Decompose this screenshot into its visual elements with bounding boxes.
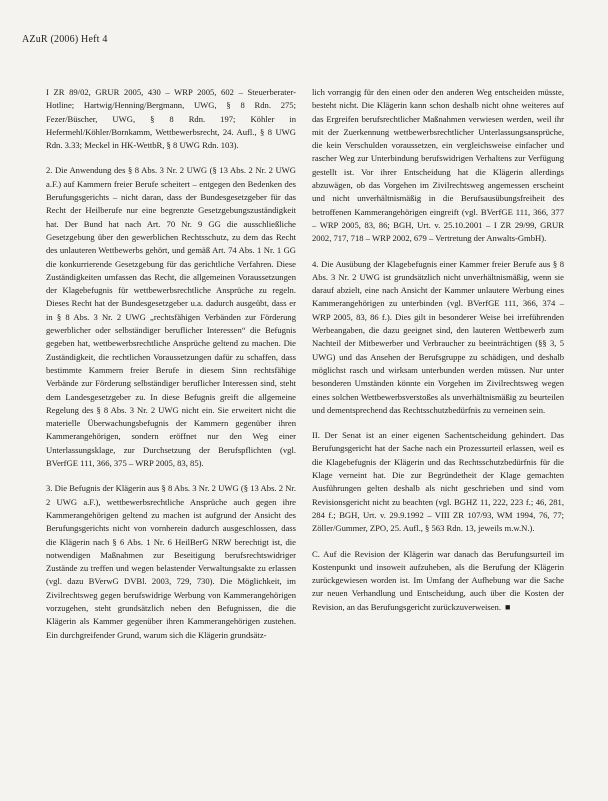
paragraph: 3. Die Befugnis der Klägerin aus § 8 Abs. 3 Nr. 2 UWG (§ 13 Abs. 2 Nr. 2 UWG a.F.), wettbewerbsrechtliche Ansprüche auch gegen ihre Kammerangehörigen geltend zu machen ist aufgrund der Ansicht des Berufungsgerichts nicht von vornherein dadurch ausgeschlossen, dass die Klägerin nach § 6 Abs. 1 Nr. 6 HeilBerG NRW berechtigt ist, die notwendigen Maßnahmen zur Beseitigung berufsrechtswidriger Zustände zu treffen und wegen belastender Verwaltungsakte zu erlassen (vgl. dazu BVerwG DVBl. 2003, 729, 730). Die Möglichkeit, im Zivilrechtsweg gegen berufswidrige Werbung von Kammerangehörigen vorzugehen, steht grundsätzlich neben den Befugnissen, die die Klägerin als Kammer gegenüber ihren Kammerangehörigen zustehen. Ein durchgreifender Grund, warum sich die Klägerin grundsätz- bbox=[46, 483, 296, 640]
end-of-article-mark: ■ bbox=[505, 601, 511, 612]
paragraph: lich vorrangig für den einen oder den anderen Weg entscheiden müsste, besteht nicht. Die Klägerin kann schon deshalb nicht ohne weiteres auf das Ergreifen berufsrechtlicher Maßnahmen verwiesen werden, weil ihr mit der Zuerkennung wettbewerbsrechtlicher Unterlassungsansprüche, die kein Verschulden voraussetzen, ein vergleichsweise einfacher und rascher Weg zur Unterbindung berufswidrigen Verhaltens zur Verfügung gestellt ist. Vor ihrer Entscheidung hat die Klägerin allerdings abzuwägen, ob das Vorgehen im Zivilrechtsweg angemessen erscheint und nicht unverhältnismäßig in die Berufsausübungsfreiheit des betroffenen Kammerangehörigen eingreift (vgl. BVerfGE 111, 366, 377 – WRP 2005, 83, 86; BGH, Urt. v. 25.10.2001 – I ZR 29/99, GRUR 2002, 717, 718 – WRP 2002, 679 – Vertretung der Anwalts-GmbH). bbox=[312, 87, 564, 244]
left-column bbox=[46, 86, 296, 654]
right-column bbox=[312, 86, 564, 626]
paragraph-text: C. Auf die Revision der Klägerin war danach das Berufungsurteil im Kostenpunkt und insoweit aufzuheben, als die Berufung der Klägerin zurückgewiesen worden ist. Im Umfang der Aufhebung war die Sache zur neuen Verhandlung und Entscheidung, auch über die Kosten der Revision, an das Berufungsgericht zurückzuverweisen. bbox=[312, 548, 564, 612]
paragraph: 2. Die Anwendung des § 8 Abs. 3 Nr. 2 UWG (§ 13 Abs. 2 Nr. 2 UWG a.F.) auf Kammern freier Berufe scheitert – entgegen den Bedenken des Berufungsgerichts – nicht daran, dass der Bundesgesetzgeber für das Recht der Heilberufe nur eine begrenzte Gesetzgebungszuständigkeit hat. Der Bund hat nach Art. 70 Nr. 9 GG die ausschließliche Gesetzgebung über den gewerblichen Rechtsschutz, zu dem das Recht des unlauteren Wettbewerbs gehört, und gemäß Art. 74 Abs. 1 Nr. 1 GG die konkurrierende Gesetzgebung für das gerichtliche Verfahren. Diese Zuständigkeiten umfassen das Recht, die allgemeinen Voraussetzungen der Klagebefugnis für wettbewerbsrechtliche Ansprüche zu regeln. Dieses Recht hat der Bundesgesetzgeber u.a. dadurch ausgeübt, dass er in § 8 Abs. 3 Nr. 2 UWG „rechtsfähigen Verbänden zur Förderung gewerblicher oder selbständiger beruflicher Interessen“ die Befugnis gegeben hat, wettbewerbsrechtliche Ansprüche geltend zu machen. Die Zuständigkeit, die rechtlichen Voraussetzungen dafür zu schaffen, dass bestimmte Kammern freier Berufe in diesem Sinn rechtsfähige Verbände zur Förderung selbständiger beruflicher Interessen sind, steht dem Landesgesetzgeber zu. In diese Befugnis greift die allgemeine Regelung des § 8 Abs. 3 Nr. 2 UWG nicht ein. Sie erweitert nicht die materielle Überwachungsbefugnis der Kammern gegenüber ihren Kammerangehörigen, sondern eröffnet nur den Weg einer Unterlassungsklage, zur Durchsetzung der Berufspflichten (vgl. BVerfGE 111, 366, 375 – WRP 2005, 83, 85). bbox=[46, 165, 296, 469]
running-header: AZuR (2006) Heft 4 bbox=[22, 34, 108, 45]
paragraph: II. Der Senat ist an einer eigenen Sachentscheidung gehindert. Das Berufungsgericht hat der Sache nach ein Prozessurteil erlassen, weil es die Klagebefugnis der Klägerin und das Rechtsschutzbedürfnis für die Klage verneint hat. Die zur Begründetheit der Klage gemachten Ausführungen gelten deshalb als nicht geschrieben und sind vom Revisionsgericht nicht zu beachten (vgl. BGHZ 11, 222, 223 f.; 46, 281, 284 f.; BGH, Urt. v. 29.9.1992 – VIII ZR 107/93, WM 1994, 76, 77; Zöller/Gummer, ZPO, 25. Aufl., § 563 Rdn. 13, jeweils m.w.N.). bbox=[312, 430, 564, 534]
paragraph-last bbox=[312, 548, 564, 614]
paragraph: I ZR 89/02, GRUR 2005, 430 – WRP 2005, 602 – Steuerberater-Hotline; Hartwig/Henning/Bergmann, UWG, § 8 Rdn. 275; Fezer/Büscher, UWG, § 8 Rdn. 197; Köhler in Hefermehl/Köhler/Bornkamm, Wettbewerbsrecht, 24. Aufl., § 8 UWG Rdn. 3.33; Meckel in HK-WettbR, § 8 UWG Rdn. 103). bbox=[46, 87, 296, 151]
paragraph: 4. Die Ausübung der Klagebefugnis einer Kammer freier Berufe aus § 8 Abs. 3 Nr. 2 UWG ist grundsätzlich nicht unverhältnismäßig, wenn sie darauf abzielt, eine nach Ansicht der Kammer unlautere Werbung eines Kammerangehörigen zu unterbinden (vgl. BVerfGE 111, 366, 374 – WRP 2005, 83, 86 f.). Dies gilt in besonderer Weise bei irreführenden Werbeangaben, die dazu geeignet sind, den lauteren Wettbewerb zum Nachteil der Mitbewerber und Verbraucher zu beeinträchtigen (§§ 3, 5 UWG) und das Ansehen der Berufsgruppe zu schädigen, und deshalb möglichst rasch und wirksam unterbunden werden müssen. Nur unter besonderen Umständen könnte ein Vorgehen im Zivilrechtsweg wegen eines solchen Wettbewerbsverstoßes als unverhältnismäßig zu beurteilen und dementsprechend das Rechtsschutzbedürfnis zu verneinen sein. bbox=[312, 258, 564, 415]
